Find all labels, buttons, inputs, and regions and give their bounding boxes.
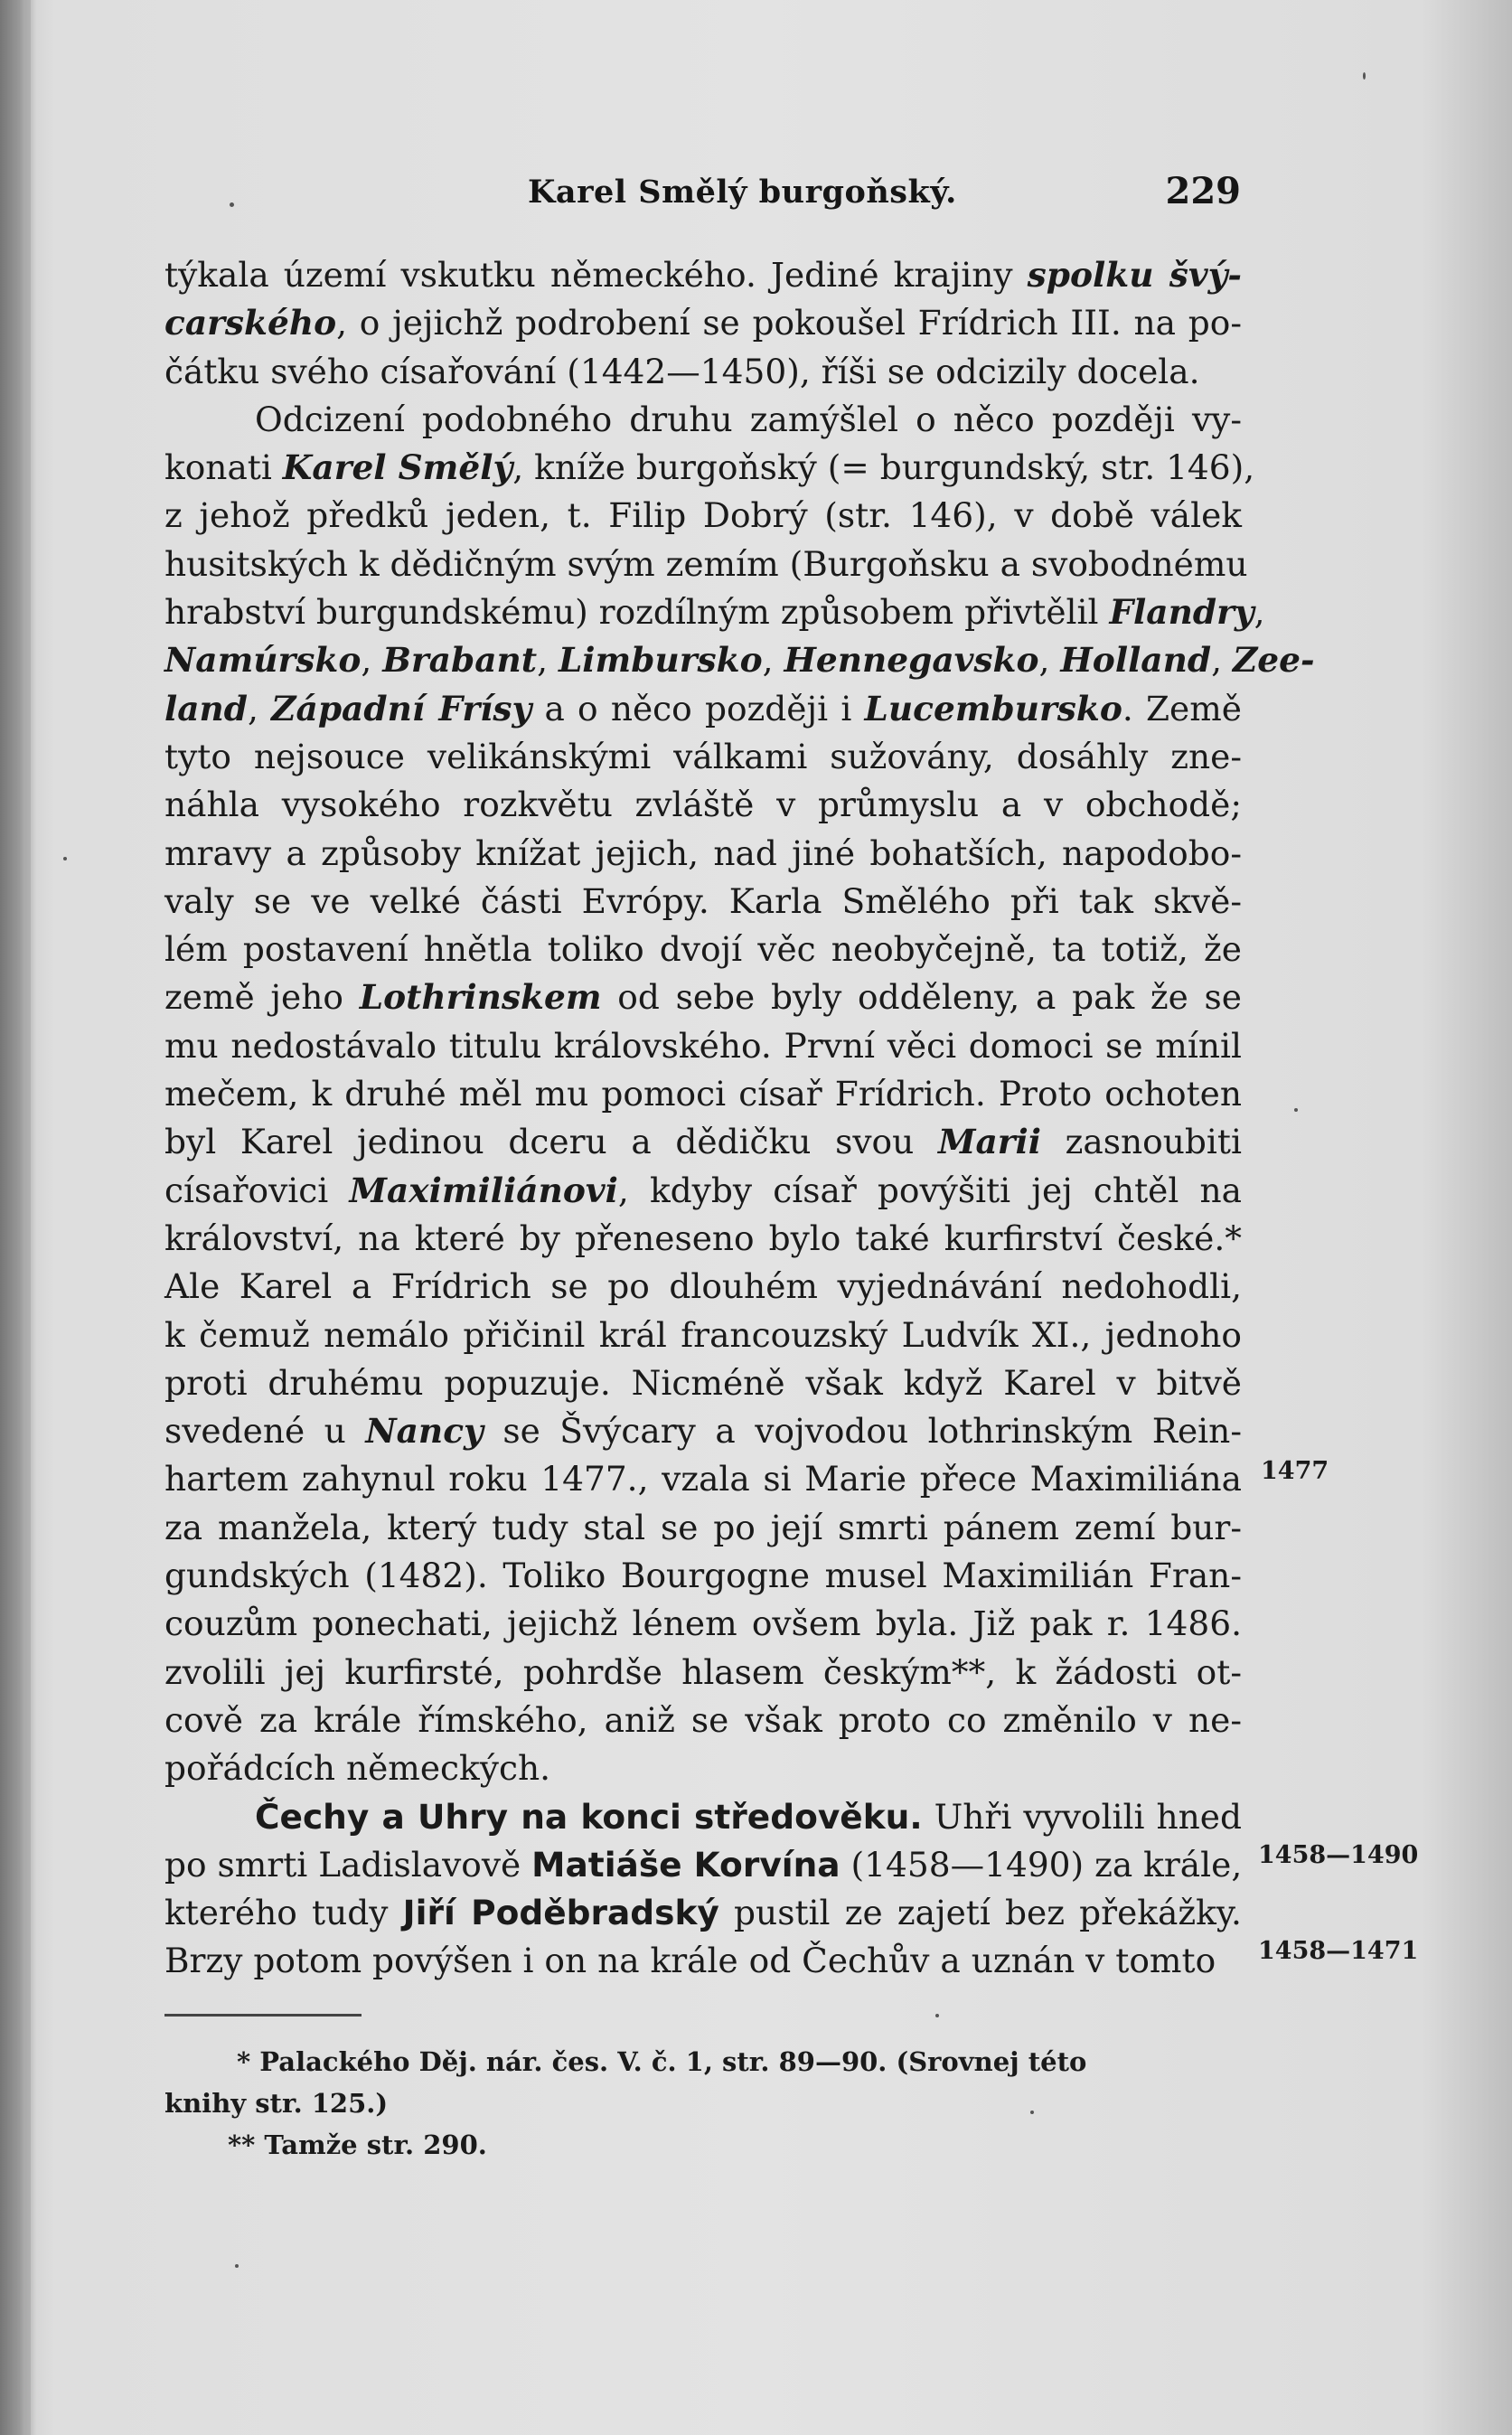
text-line: svedené u Nancy se Švýcary a vojvodou lothrinským Rein-	[164, 1411, 1242, 1452]
text-line: čátku svého císařování (1442—1450), říši se odcizily docela.	[164, 351, 1200, 391]
italic-term: carského	[164, 303, 337, 343]
margin-note-1458-1471: 1458—1471	[1258, 1937, 1419, 1965]
text-line: náhla vysokého rozkvětu zvláště v průmyslu a v obchodě;	[164, 785, 1242, 825]
italic-term: Hennegavsko	[784, 640, 1039, 681]
text-line: proti druhému popuzuje. Nicméně však když Karel v bitvě	[164, 1362, 1242, 1403]
page-gutter-edge	[25, 0, 31, 2435]
page-header	[172, 168, 1241, 222]
text-line: za manžela, který tudy stal se po její smrti pánem zemí bur-	[164, 1507, 1242, 1547]
text-line: husitských k dědičným svým zemím (Burgoňsku a svobodnému	[164, 543, 1248, 584]
text-line: tyto nejsouce velikánskými válkami sužovány, dosáhly zne-	[164, 736, 1242, 776]
text-line: lém postavení hnětla toliko dvojí věc neobyčejně, ta totiž, že	[164, 929, 1242, 970]
footnote-1-line-2: knihy str. 125.)	[164, 2088, 389, 2119]
text-line: byl Karel jedinou dceru a dědičku svou Marii zasnoubiti	[164, 1122, 1242, 1162]
italic-term: Západní Frísy	[271, 688, 532, 729]
text-line: týkala území vskutku německého. Jediné krajiny spolku švý-	[164, 255, 1242, 295]
italic-term: Brabant	[382, 640, 538, 681]
italic-term: Flandry	[1109, 592, 1254, 633]
text-line: land, Západní Frísy a o něco později i Lucembursko. Země	[164, 688, 1242, 729]
margin-note-1477: 1477	[1261, 1457, 1329, 1485]
text-line: couzům ponechati, jejichž lénem ovšem byla. Již pak r. 1486.	[164, 1603, 1242, 1644]
footnotes	[164, 2041, 1231, 2166]
text-line: Brzy potom povýšen i on na krále od Čechův a uznán v tomto	[164, 1941, 1216, 1981]
text-line: Namúrsko, Brabant, Limbursko, Hennegavsko, Holland, Zee-	[164, 640, 1315, 681]
text-line: konati Karel Smělý, kníže burgoňský (= burgundský, str. 146),	[164, 447, 1255, 488]
text-line: Čechy a Uhry na konci středověku. Uhři vyvolili hned	[255, 1796, 1242, 1837]
text-line: pořádcích německých.	[164, 1748, 551, 1789]
italic-term: Lothrinskem	[359, 977, 602, 1018]
text-line: císařovici Maximiliánovi, kdyby císař povýšiti jej chtěl na	[164, 1170, 1242, 1210]
text-line: kterého tudy Jiří Poděbradský pustil ze zajetí bez překážky.	[164, 1893, 1242, 1933]
text-line: carského, o jejichž podrobení se pokoušel Frídrich III. na po-	[164, 303, 1242, 343]
footnote-1-line-1: * Palackého Děj. nár. čes. V. č. 1, str. 89—90. (Srovnej této	[237, 2046, 1087, 2077]
text-line: gundských (1482). Toliko Bourgogne musel Maximilián Fran-	[164, 1556, 1242, 1596]
text-line: valy se ve velké části Evrópy. Karla Smělého při tak skvě-	[164, 880, 1242, 921]
italic-term: Nancy	[365, 1411, 484, 1452]
page-number: 229	[1165, 170, 1241, 212]
italic-term: Marii	[937, 1122, 1041, 1162]
bold-term: Jiří Poděbradský	[402, 1893, 719, 1933]
italic-term: Zee-	[1232, 640, 1315, 681]
text-line: Ale Karel a Frídrich se po dlouhém vyjednávání nedohodli,	[164, 1266, 1242, 1307]
text-line: z jehož předků jeden, t. Filip Dobrý (str. 146), v době válek	[164, 495, 1242, 536]
text-line: k čemuž nemálo přičinil král francouzský Ludvík XI., jednoho	[164, 1314, 1242, 1355]
italic-term: Lucembursko	[864, 688, 1122, 729]
text-line: hrabství burgundskému) rozdílným způsobem přivtělil Flandry	[164, 592, 1254, 633]
text-line: Odcizení podobného druhu zamýšlel o něco později vy-	[255, 399, 1242, 439]
italic-term: Namúrsko	[164, 640, 362, 681]
italic-term: Limbursko	[558, 640, 763, 681]
text-line: zvolili jej kurfirsté, pohrdše hlasem českým**, k žádosti ot-	[164, 1651, 1242, 1692]
text-line: mečem, k druhé měl mu pomoci císař Frídrich. Proto ochoten	[164, 1074, 1242, 1114]
text-line: hartem zahynul roku 1477., vzala si Marie přece Maximiliána	[164, 1459, 1242, 1500]
italic-term: Maximiliánovi	[349, 1170, 618, 1210]
text-line: země jeho Lothrinskem od sebe byly odděleny, a pak že se	[164, 977, 1242, 1018]
text-line: mu nedostávalo titulu královského. První věci domoci se mínil	[164, 1025, 1242, 1066]
text-line: království, na které by přeneseno bylo také kurfirství české.*	[164, 1218, 1242, 1258]
italic-term: spolku švý-	[1027, 255, 1242, 295]
italic-term: Holland	[1060, 640, 1212, 681]
footnote-separator	[164, 2014, 362, 2017]
body-text	[164, 251, 1315, 1986]
text-line: mravy a způsoby knížat jejich, nad jiné bohatších, napodobo-	[164, 832, 1242, 873]
italic-term: land	[164, 688, 249, 729]
italic-term: Karel Smělý	[282, 447, 513, 488]
footnote-2: ** Tamže str. 290.	[228, 2129, 487, 2160]
text-line: po smrti Ladislavově Matiáše Korvína (1458—1490) za krále,	[164, 1844, 1243, 1885]
text-line: cově za krále římského, aniž se však proto co změnilo v ne-	[164, 1699, 1242, 1740]
bold-term: Matiáše Korvína	[531, 1844, 841, 1885]
running-title: Karel Smělý burgoňský.	[528, 174, 957, 211]
bold-term: Čechy a Uhry na konci středověku.	[255, 1796, 923, 1837]
margin-note-1458-1490: 1458—1490	[1258, 1841, 1419, 1869]
